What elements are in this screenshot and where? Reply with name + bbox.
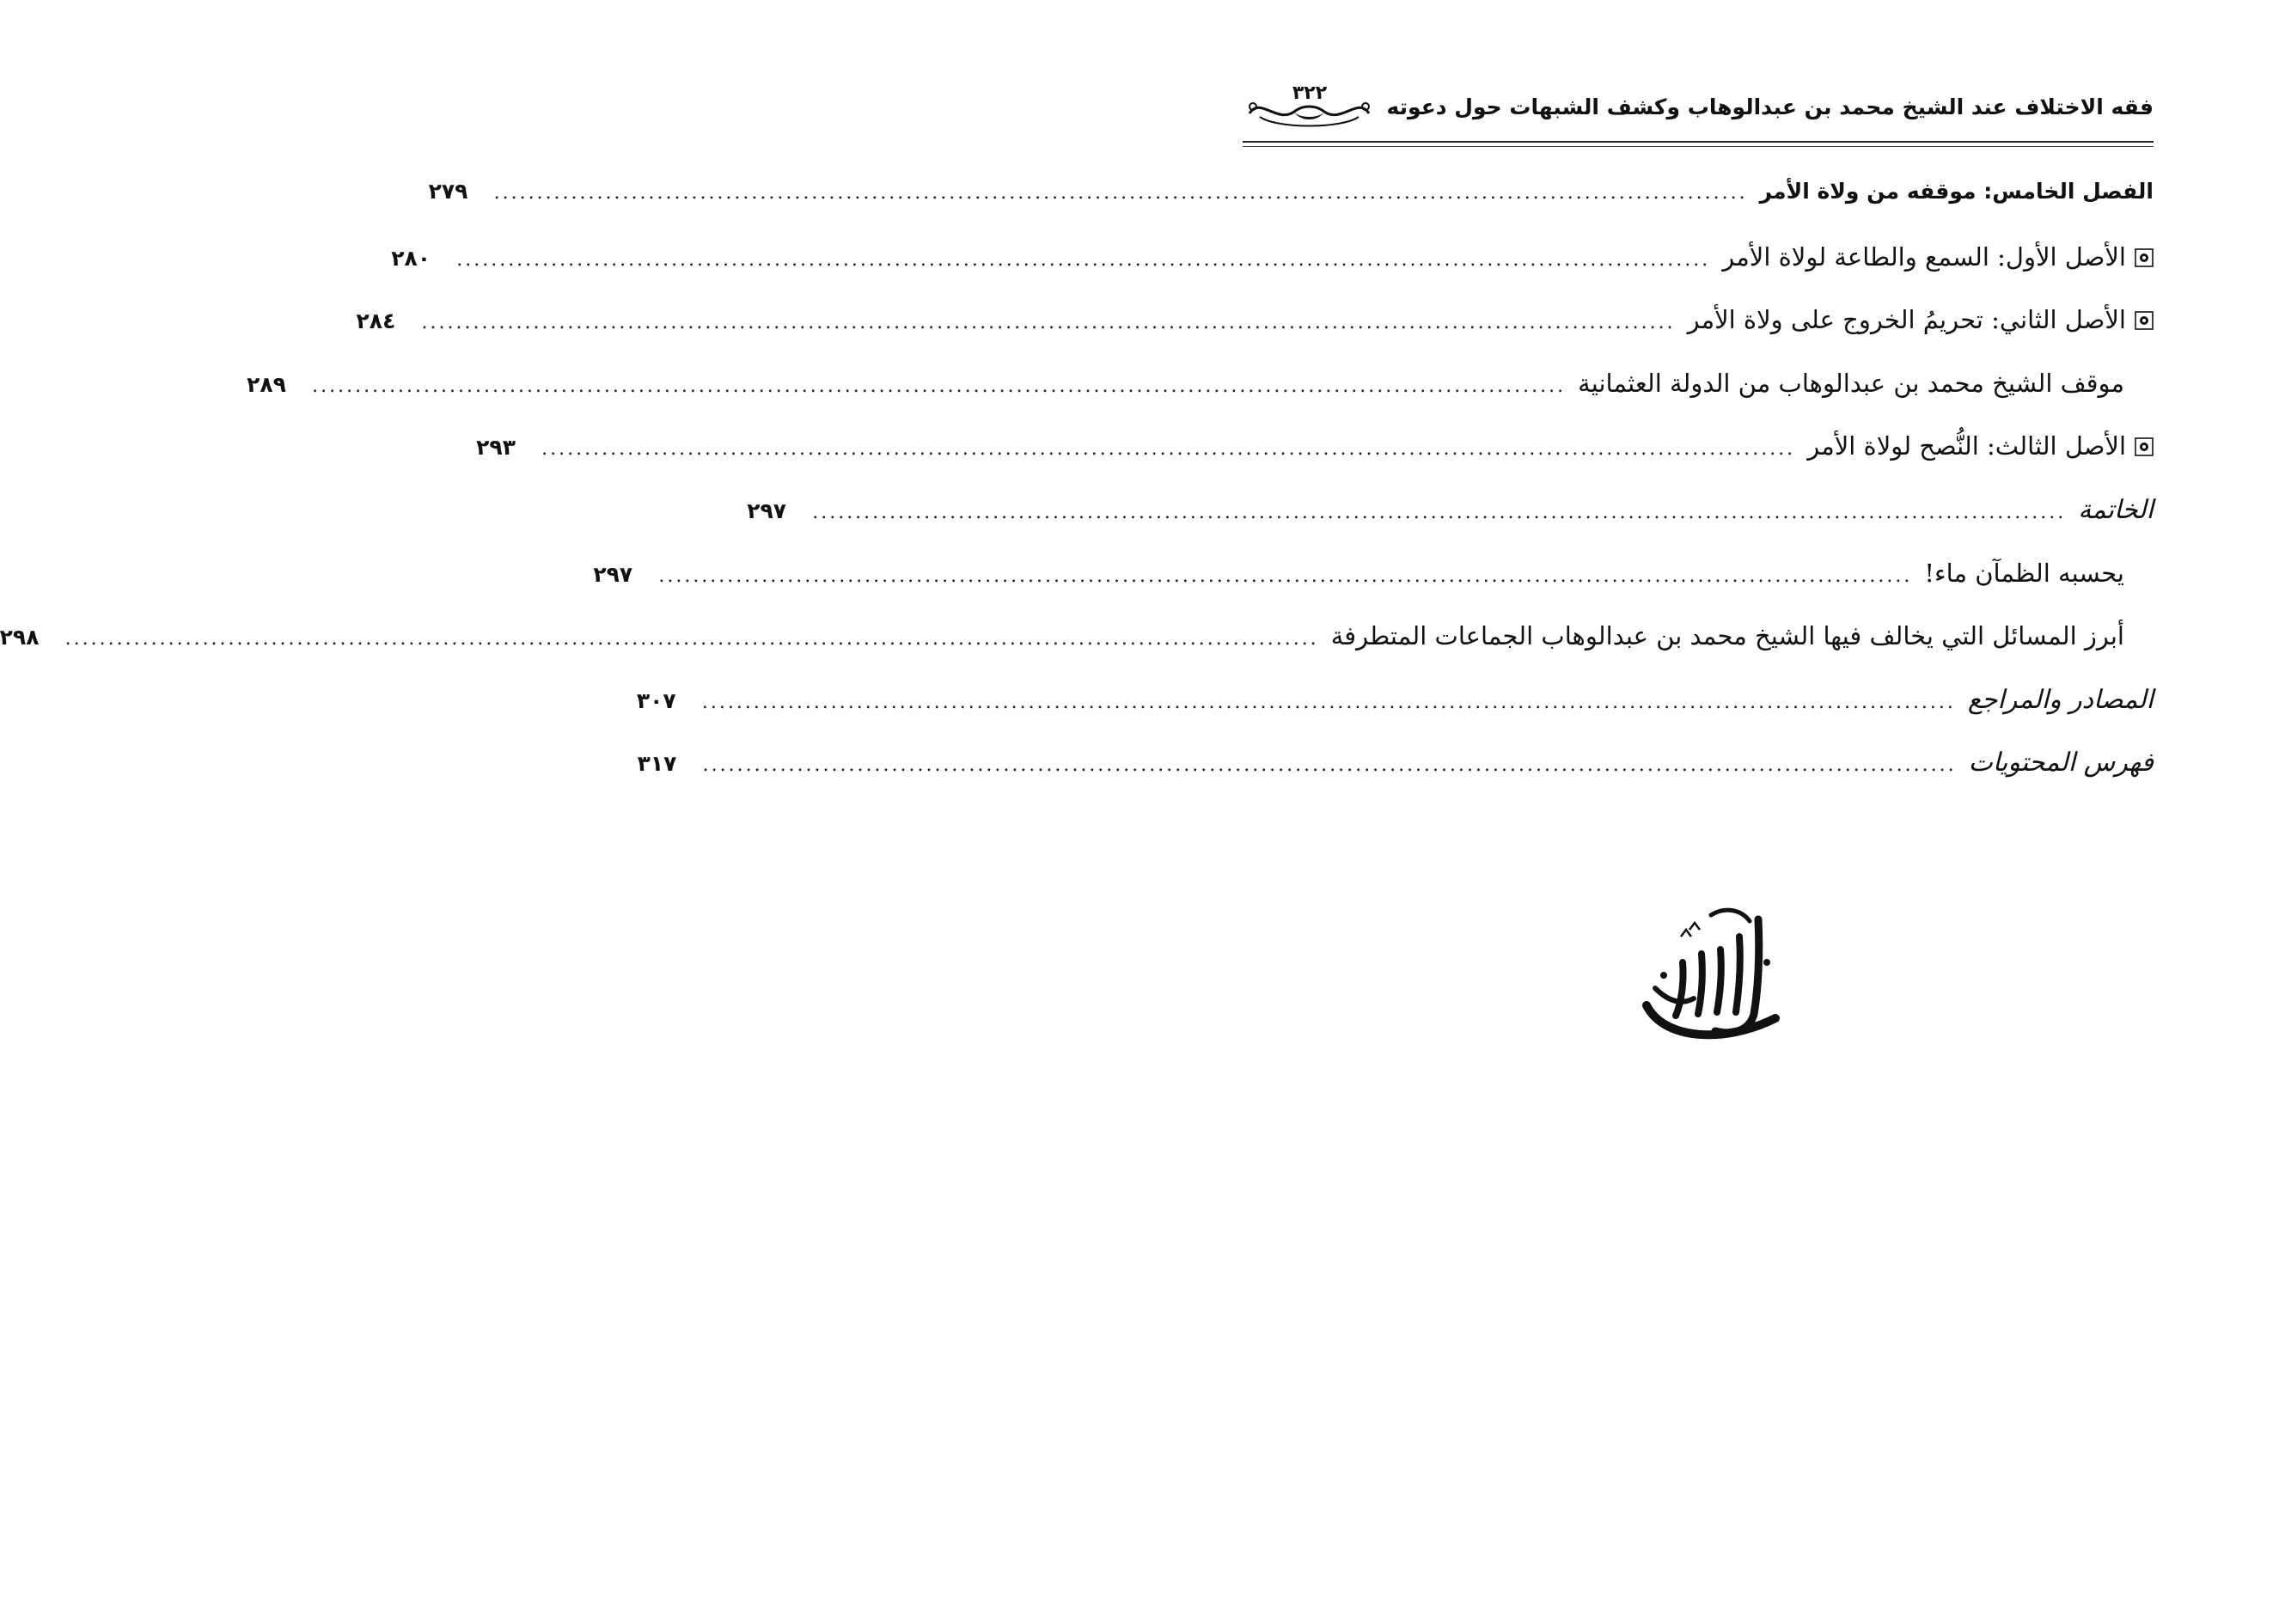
toc-leader-dots: .................................................................................................................................................. bbox=[421, 312, 1676, 334]
toc-entry-label: يحسبه الظمآن ماء! bbox=[1924, 558, 2124, 588]
toc-entry bbox=[476, 431, 2154, 495]
toc-leader-dots: .................................................................................................................................................. bbox=[658, 565, 1913, 587]
flower-bullet-icon bbox=[2135, 437, 2154, 456]
toc-leader-dots: .................................................................................................................................................. bbox=[702, 754, 1957, 777]
toc-entry bbox=[636, 684, 2154, 748]
toc-entry-label: الأصل الثاني: تحريمُ الخروج على ولاة الأمر bbox=[1687, 305, 2126, 335]
toc-entry-label: الأصل الثالث: النُّصح لولاة الأمر bbox=[1807, 431, 2126, 461]
toc-entry-page: ٢٩٨ bbox=[0, 625, 40, 650]
toc-entry-label: المصادر والمراجع bbox=[1967, 684, 2154, 715]
toc-leader-dots: .................................................................................................................................................. bbox=[456, 248, 1711, 271]
toc-entry-label: فهرس المحتويات bbox=[1968, 748, 2154, 778]
toc-entry-page: ٢٨٤ bbox=[356, 308, 396, 334]
toc-leader-dots: .................................................................................................................................................. bbox=[64, 628, 1319, 650]
toc-entry bbox=[428, 179, 2154, 242]
page-number: ٣٢٢ bbox=[1292, 82, 1328, 104]
page-header bbox=[1243, 79, 2154, 139]
toc-leader-dots: .................................................................................................................................................. bbox=[312, 375, 1567, 397]
toc-entry bbox=[247, 368, 2154, 432]
toc-leader-dots: .................................................................................................................................................. bbox=[493, 182, 1748, 204]
toc-entry-label-wrap bbox=[1715, 242, 2154, 272]
flower-bullet-icon bbox=[2135, 248, 2154, 267]
toc-leader-dots: .................................................................................................................................................. bbox=[812, 501, 2067, 523]
toc-entry bbox=[356, 305, 2154, 369]
toc-entry-label-wrap bbox=[1681, 305, 2154, 334]
toc-entry bbox=[0, 621, 2154, 685]
toc-entry-label-wrap bbox=[1800, 431, 2154, 461]
toc-entry bbox=[637, 748, 2154, 811]
toc-entry-label: موقف الشيخ محمد بن عبدالوهاب من الدولة العثمانية bbox=[1578, 368, 2124, 398]
running-header-title: فقه الاختلاف عند الشيخ محمد بن عبدالوهاب وكشف الشبهات حول دعوته bbox=[1386, 95, 2154, 119]
toc-entry-label: الخاتمة bbox=[2078, 494, 2154, 525]
table-of-contents bbox=[0, 179, 2154, 811]
toc-leader-dots: .................................................................................................................................................. bbox=[541, 438, 1796, 461]
toc-entry-label: أبرز المسائل التي يخالف فيها الشيخ محمد بن عبدالوهاب الجماعات المتطرفة bbox=[1330, 621, 2124, 651]
toc-entry bbox=[391, 241, 2154, 306]
toc-leader-dots: .................................................................................................................................................. bbox=[701, 691, 1956, 713]
toc-entry-page: ٢٩٣ bbox=[476, 435, 516, 461]
header-rule-thin bbox=[1243, 146, 2154, 147]
closing-calligraphy-icon bbox=[1629, 902, 1793, 1048]
toc-entry-label: الأصل الأول: السمع والطاعة لولاة الأمر bbox=[1722, 241, 2126, 272]
toc-entry-page: ٢٩٧ bbox=[747, 498, 786, 523]
toc-entry-page: ٢٨٩ bbox=[247, 371, 286, 397]
toc-entry-page: ٣٠٧ bbox=[636, 687, 676, 713]
header-rule bbox=[1243, 141, 2154, 143]
toc-entry-page: ٢٨٠ bbox=[391, 245, 431, 271]
toc-entry-page: ٣١٧ bbox=[637, 751, 677, 777]
toc-entry-page: ٢٧٩ bbox=[428, 179, 468, 204]
toc-entry-page: ٢٩٧ bbox=[593, 561, 633, 587]
toc-entry bbox=[747, 494, 2154, 559]
toc-entry-label: الفصل الخامس: موقفه من ولاة الأمر bbox=[1759, 179, 2154, 204]
flower-bullet-icon bbox=[2135, 311, 2154, 330]
toc-entry bbox=[593, 558, 2154, 622]
